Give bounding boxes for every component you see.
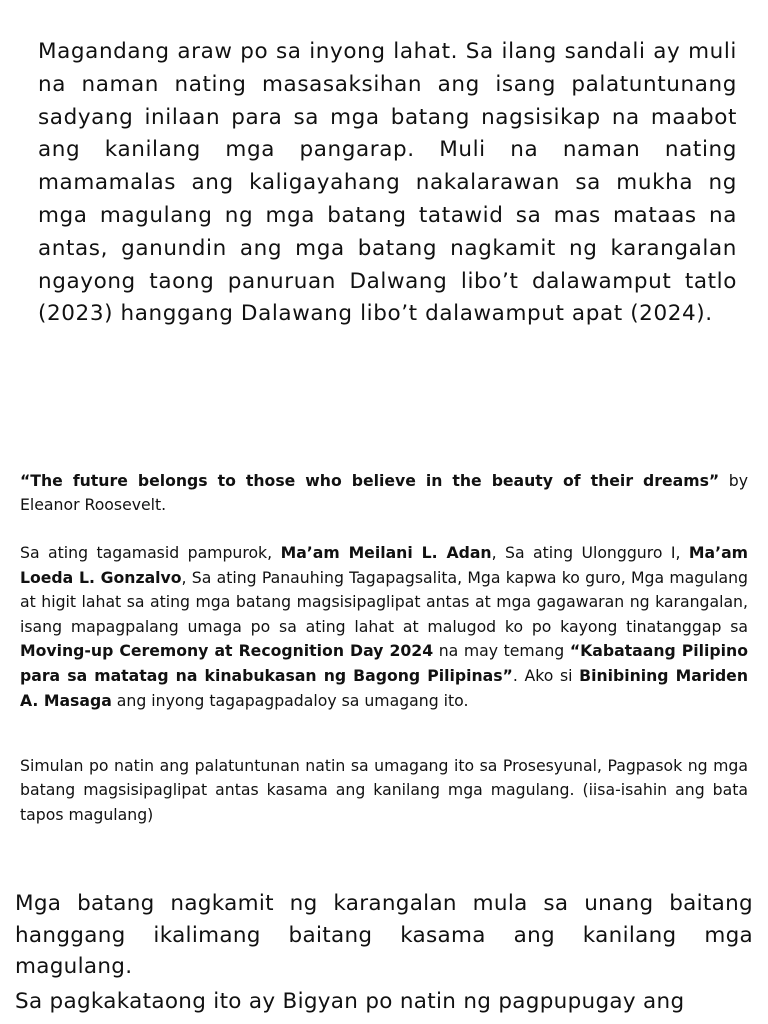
intro-name-adan: Ma’am Meilani L. Adan [280, 543, 492, 562]
intro-name-masaga: Binibining Mariden A. Masaga [20, 665, 748, 710]
quote-text: “The future belongs to those who believe in the beauty of their dreams” [20, 471, 720, 490]
intro-paragraph [20, 541, 748, 713]
processional-paragraph: Simulan po natin ang palatuntunan natin sa umagang ito sa Prosesyunal, Pagpasok ng mga batang magsisipaglipat antas kasama ang kanilang mga magulang. (iisa-isahin ang bata tapos magulang) [20, 756, 748, 824]
intro-text-4: na may temang [433, 641, 570, 661]
quote-paragraph [20, 469, 748, 517]
intro-text-2: , Sa ating Ulongguro I, [491, 543, 689, 562]
intro-text-5: . Ako si [512, 665, 580, 685]
opening-paragraph: Magandang araw po sa inyong lahat. Sa ilang sandali ay muli na naman nating masasaksihan ang isang palatuntunang sadyang inilaan para sa mga batang nagsisikap na maabot ang kanilang mga pangarap. Muli na naman nating mamamalas ang kaligayahang nakalarawan sa mukha ng mga magulang ng mga batang tatawid sa mas mataas na antas, ganundin ang mga batang nagkamit ng karangalan ngayong taong panuruan Dalwang libo’t dalawamput tatlo (2023) hanggang Dalawang libo’t dalawamput apat (2024). [38, 39, 737, 327]
intro-text-1: Sa ating tagamasid pampurok, [20, 543, 281, 562]
honors-paragraph: Mga batang nagkamit ng karangalan mula sa unang baitang hanggang ikalimang baitang kasama ang kanilang mga magulang. [15, 891, 753, 979]
tribute-paragraph: Sa pagkakataong ito ay Bigyan po natin ng pagpupugay ang [15, 989, 685, 1014]
intro-text-3: , Sa ating Panauhing Tagapagsalita, Mga kapwa ko guro, Mga magulang at higit lahat sa ating mga batang magsisipaglipat antas at mga gagawaran ng karangalan, isang mapagpalang umaga po sa ating lahat at malugod ko po kayong tinatanggap sa [20, 567, 748, 636]
intro-text-6: ang inyong tagapagpadaloy sa umagang ito. [111, 690, 469, 710]
quote-attribution: by Eleanor Roosevelt. [20, 471, 748, 514]
intro-event-name: Moving-up Ceremony at Recognition Day 2024 [20, 641, 434, 661]
intro-name-gonzalvo: Ma’am Loeda L. Gonzalvo [20, 543, 748, 587]
intro-theme: “Kabataang Pilipino para sa matatag na kinabukasan ng Bagong Pilipinas” [20, 641, 748, 685]
